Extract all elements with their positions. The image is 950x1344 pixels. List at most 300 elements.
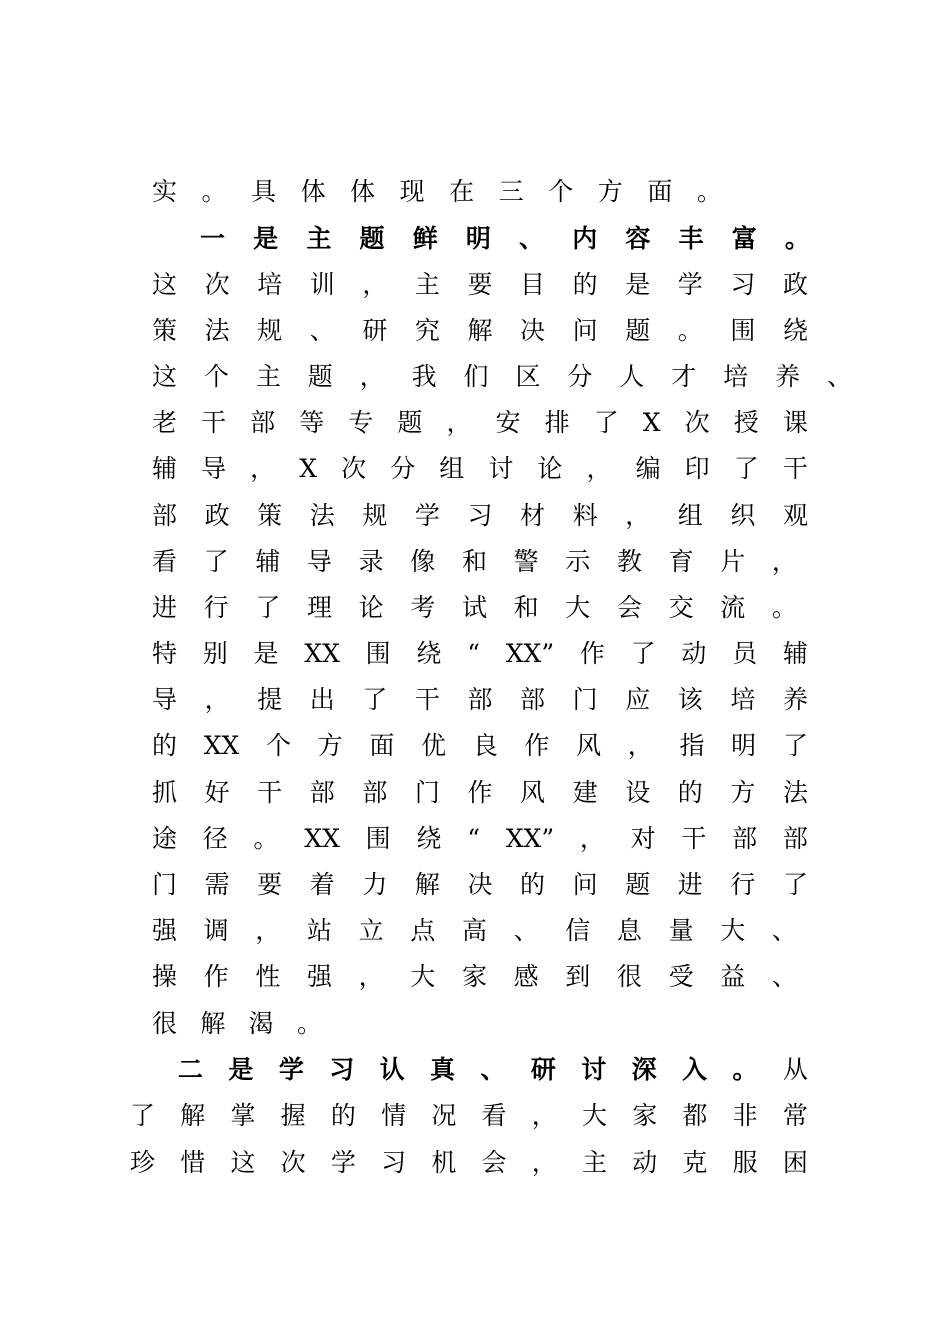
text-glyph: 问 [572, 870, 598, 899]
text-glyph: 入 [682, 1055, 708, 1084]
text-glyph: 导 [201, 454, 227, 483]
text-glyph: 组 [439, 454, 465, 483]
text-glyph: 作 [579, 639, 605, 668]
text-glyph: 方 [317, 731, 343, 760]
text-glyph: 培 [257, 270, 283, 299]
text-glyph: ， [771, 547, 797, 576]
text-glyph: 录 [358, 547, 384, 576]
text-glyph: 特 [152, 639, 178, 668]
text-glyph: 题 [625, 870, 651, 899]
text-glyph: 认 [379, 1055, 405, 1084]
text-line [152, 957, 797, 997]
text-glyph: 等 [299, 408, 325, 437]
text-glyph: 学 [677, 270, 703, 299]
text-glyph: ， [359, 362, 385, 391]
text-glyph: 学 [414, 501, 440, 530]
text-glyph: 次 [684, 408, 710, 437]
text-glyph: ， [358, 962, 384, 991]
text-glyph: 要 [257, 870, 283, 899]
text-glyph: 干 [414, 685, 440, 714]
text-glyph: 学 [330, 1148, 356, 1177]
text-glyph: 部 [782, 824, 808, 853]
text-glyph: 行 [203, 593, 229, 622]
text-glyph: 次 [341, 454, 367, 483]
text-glyph: 料 [572, 501, 598, 530]
text-glyph: 是 [253, 639, 279, 668]
text-line [152, 496, 808, 536]
text-glyph: 围 [365, 824, 391, 853]
text-glyph: 门 [414, 778, 440, 807]
text-glyph: 设 [625, 778, 651, 807]
text-glyph: 优 [421, 731, 447, 760]
text-line [152, 311, 808, 351]
text-glyph: ， [255, 916, 281, 945]
text-glyph: 动 [681, 639, 707, 668]
text-glyph: 考 [410, 593, 436, 622]
text-glyph: 决 [467, 870, 493, 899]
text-glyph: 量 [668, 916, 694, 945]
text-glyph: 风 [520, 778, 546, 807]
text-glyph: 对 [630, 824, 656, 853]
text-glyph: 困 [782, 1148, 808, 1177]
text-glyph: 益 [720, 962, 746, 991]
text-glyph: 围 [365, 639, 391, 668]
text-glyph: 面 [647, 177, 673, 206]
text-glyph: 出 [309, 685, 335, 714]
text-glyph: 题 [359, 224, 385, 253]
text-glyph: 情 [381, 1101, 407, 1130]
text-glyph: 到 [565, 962, 591, 991]
text-glyph: 这 [152, 362, 178, 391]
text-glyph: 握 [280, 1101, 306, 1130]
text-glyph: 了 [593, 408, 619, 437]
text-glyph: 。 [677, 316, 703, 345]
text-glyph: 现 [399, 177, 425, 206]
text-glyph: 是 [228, 1055, 254, 1084]
text-glyph: 机 [431, 1148, 457, 1177]
text-glyph: 。 [771, 593, 797, 622]
text-glyph: 辅 [255, 547, 281, 576]
text-line [152, 865, 808, 905]
text-glyph: 和 [513, 593, 539, 622]
text-glyph: 作 [203, 962, 229, 991]
text-glyph: 分 [390, 454, 416, 483]
text-glyph: 个 [548, 177, 574, 206]
text-glyph: 了 [255, 593, 281, 622]
text-glyph: 着 [309, 870, 335, 899]
text-glyph: 很 [616, 962, 642, 991]
text-glyph: 培 [723, 362, 749, 391]
text-glyph: 深 [631, 1055, 657, 1084]
text-glyph: 分 [567, 362, 593, 391]
text-glyph: 这 [230, 1148, 256, 1177]
text-glyph: ， [531, 1101, 557, 1130]
text-glyph: 是 [253, 224, 279, 253]
text-line [152, 588, 797, 628]
text-glyph: 惜 [180, 1148, 206, 1177]
text-glyph: 解 [414, 870, 440, 899]
text-glyph: 印 [684, 454, 710, 483]
text-glyph: 部 [732, 824, 758, 853]
text-glyph: 老 [152, 408, 178, 437]
text-glyph: 。 [784, 224, 810, 253]
text-glyph: “ [467, 824, 480, 853]
text-glyph: 强 [152, 916, 178, 945]
text-glyph: 家 [632, 1101, 658, 1130]
text-glyph: 题 [307, 362, 333, 391]
text-glyph: 三 [498, 177, 524, 206]
text-glyph: 养 [782, 685, 808, 714]
text-glyph: 服 [732, 1148, 758, 1177]
text-glyph: 材 [520, 501, 546, 530]
text-line [178, 1050, 808, 1090]
text-glyph: 。 [696, 177, 722, 206]
text-glyph: 动 [632, 1148, 658, 1177]
text-glyph: 训 [309, 270, 335, 299]
text-line [152, 265, 808, 305]
text-glyph: 立 [358, 916, 384, 945]
text-glyph: 是 [625, 270, 651, 299]
text-glyph: 门 [572, 685, 598, 714]
text-glyph: 习 [381, 1148, 407, 1177]
text-glyph: 警 [513, 547, 539, 576]
text-glyph: 决 [520, 316, 546, 345]
text-glyph: 力 [362, 870, 388, 899]
text-glyph: 示 [565, 547, 591, 576]
text-glyph: 部 [250, 408, 276, 437]
text-glyph: 个 [265, 731, 291, 760]
text-glyph: 授 [733, 408, 759, 437]
text-glyph: 常 [782, 1101, 808, 1130]
text-glyph: 次 [280, 1148, 306, 1177]
text-glyph: XX [203, 731, 240, 760]
text-glyph: 。 [201, 177, 227, 206]
text-glyph: 、 [480, 1055, 506, 1084]
text-glyph: 了 [733, 454, 759, 483]
text-glyph: 该 [677, 685, 703, 714]
text-line [152, 726, 808, 766]
text-glyph: 主 [414, 270, 440, 299]
text-glyph: 的 [572, 270, 598, 299]
text-line [152, 403, 808, 443]
text-glyph: XX” [505, 639, 555, 668]
text-glyph: 掌 [230, 1101, 256, 1130]
text-glyph: 调 [203, 916, 229, 945]
text-glyph: 性 [255, 962, 281, 991]
text-glyph: 专 [348, 408, 374, 437]
text-glyph: 解 [200, 1009, 226, 1038]
text-glyph: ， [446, 408, 472, 437]
text-glyph: 真 [430, 1055, 456, 1084]
text-glyph: 好 [204, 778, 230, 807]
text-glyph: 大 [581, 1101, 607, 1130]
text-glyph: 政 [782, 270, 808, 299]
text-glyph: 论 [358, 593, 384, 622]
text-glyph: 部 [362, 778, 388, 807]
text-glyph: 们 [463, 362, 489, 391]
text-glyph: 才 [671, 362, 697, 391]
text-glyph: 面 [369, 731, 395, 760]
text-glyph: 安 [495, 408, 521, 437]
text-glyph: 了 [362, 685, 388, 714]
text-glyph: 辅 [782, 639, 808, 668]
text-glyph: 行 [730, 870, 756, 899]
text-line [152, 634, 808, 674]
text-glyph: 了 [630, 639, 656, 668]
text-glyph: 家 [461, 962, 487, 991]
text-glyph: 实 [152, 177, 178, 206]
text-glyph: ， [579, 824, 605, 853]
text-glyph: 究 [414, 316, 440, 345]
text-glyph: 作 [467, 778, 493, 807]
text-glyph: 法 [782, 778, 808, 807]
text-glyph: 从 [782, 1055, 808, 1084]
text-glyph: 干 [782, 454, 808, 483]
text-glyph: 良 [472, 731, 498, 760]
text-glyph: 需 [204, 870, 230, 899]
text-line [152, 773, 808, 813]
text-glyph: 大 [565, 593, 591, 622]
text-glyph: 策 [257, 501, 283, 530]
text-glyph: 组 [677, 501, 703, 530]
text-glyph: 了 [782, 731, 808, 760]
text-glyph: 看 [481, 1101, 507, 1130]
text-glyph: 提 [257, 685, 283, 714]
text-glyph: 要 [467, 270, 493, 299]
text-glyph: 。 [253, 824, 279, 853]
text-glyph: 策 [152, 316, 178, 345]
text-glyph: 感 [513, 962, 539, 991]
text-glyph: 进 [152, 593, 178, 622]
text-glyph: 主 [306, 224, 332, 253]
text-glyph: 的 [330, 1101, 356, 1130]
text-glyph: 干 [257, 778, 283, 807]
text-glyph: 了 [782, 870, 808, 899]
text-glyph: 绕 [416, 824, 442, 853]
text-glyph: 试 [461, 593, 487, 622]
text-glyph: 建 [572, 778, 598, 807]
text-glyph: 养 [775, 362, 801, 391]
text-glyph: 具 [251, 177, 277, 206]
text-glyph: 研 [530, 1055, 556, 1084]
text-line [152, 680, 808, 720]
text-glyph: 受 [668, 962, 694, 991]
text-glyph: 富 [731, 224, 757, 253]
text-glyph: 干 [681, 824, 707, 853]
text-glyph: 点 [410, 916, 436, 945]
text-glyph: 二 [178, 1055, 204, 1084]
text-glyph: 规 [257, 316, 283, 345]
text-glyph: ， [586, 454, 612, 483]
text-glyph: X [299, 454, 318, 483]
text-glyph: 解 [467, 316, 493, 345]
text-glyph: 围 [730, 316, 756, 345]
text-glyph: 区 [515, 362, 541, 391]
text-glyph: 、 [771, 962, 797, 991]
text-glyph: 主 [581, 1148, 607, 1177]
text-glyph: 、 [519, 224, 545, 253]
text-glyph: 一 [200, 224, 226, 253]
text-glyph: 径 [202, 824, 228, 853]
text-glyph: 内 [572, 224, 598, 253]
text-line [152, 911, 797, 951]
text-glyph: 高 [461, 916, 487, 945]
text-glyph: 绕 [782, 316, 808, 345]
text-glyph: 导 [306, 547, 332, 576]
text-glyph: 这 [152, 270, 178, 299]
text-glyph: XX” [505, 824, 555, 853]
text-glyph: 。 [296, 1009, 322, 1038]
text-glyph: 强 [306, 962, 332, 991]
text-glyph: 的 [677, 778, 703, 807]
text-glyph: 课 [782, 408, 808, 437]
text-glyph: 导 [152, 685, 178, 714]
text-line [152, 1004, 322, 1044]
text-glyph: 况 [431, 1101, 457, 1130]
text-glyph: 站 [306, 916, 332, 945]
text-glyph: 像 [410, 547, 436, 576]
text-line [130, 1143, 808, 1183]
text-line [152, 449, 808, 489]
text-glyph: ， [362, 270, 388, 299]
text-glyph: 明 [731, 731, 757, 760]
text-glyph: 息 [616, 916, 642, 945]
text-glyph: 大 [720, 916, 746, 945]
text-glyph: X [642, 408, 661, 437]
text-glyph: 论 [537, 454, 563, 483]
text-glyph: 育 [668, 547, 694, 576]
text-glyph: 讨 [581, 1055, 607, 1084]
text-glyph: 主 [255, 362, 281, 391]
text-glyph: 应 [625, 685, 651, 714]
text-glyph: 法 [204, 316, 230, 345]
text-glyph: 习 [467, 501, 493, 530]
text-glyph: 、 [826, 362, 852, 391]
text-glyph: 途 [152, 824, 178, 853]
text-glyph: 大 [410, 962, 436, 991]
text-glyph: 问 [572, 316, 598, 345]
text-glyph: 织 [730, 501, 756, 530]
text-glyph: 渴 [248, 1009, 274, 1038]
text-line [130, 1096, 808, 1136]
text-glyph: 流 [720, 593, 746, 622]
text-glyph: 了 [130, 1101, 156, 1130]
text-glyph: 了 [203, 547, 229, 576]
text-glyph: 研 [362, 316, 388, 345]
text-glyph: 绕 [416, 639, 442, 668]
text-glyph: XX [304, 639, 340, 668]
text-glyph: 我 [411, 362, 437, 391]
text-glyph: 、 [513, 916, 539, 945]
text-glyph: 个 [203, 362, 229, 391]
text-glyph: 作 [524, 731, 550, 760]
text-glyph: 法 [309, 501, 335, 530]
text-glyph: 很 [152, 1009, 178, 1038]
text-glyph: 进 [677, 870, 703, 899]
text-glyph: ， [625, 501, 651, 530]
text-glyph: 目 [520, 270, 546, 299]
text-glyph: 理 [306, 593, 332, 622]
text-glyph: 习 [329, 1055, 355, 1084]
text-glyph: 部 [152, 501, 178, 530]
text-glyph: 风 [576, 731, 602, 760]
text-glyph: 培 [730, 685, 756, 714]
text-glyph: ， [627, 731, 653, 760]
text-line [152, 819, 808, 859]
text-line [152, 172, 722, 212]
text-glyph: 和 [461, 547, 487, 576]
text-glyph: ， [204, 685, 230, 714]
text-glyph: 的 [520, 870, 546, 899]
text-glyph: 政 [204, 501, 230, 530]
text-glyph: 学 [278, 1055, 304, 1084]
text-glyph: 、 [771, 916, 797, 945]
text-glyph: 看 [152, 547, 178, 576]
text-glyph: 次 [204, 270, 230, 299]
text-glyph: 的 [152, 731, 178, 760]
text-line [152, 542, 797, 582]
text-glyph: 编 [635, 454, 661, 483]
text-glyph: 非 [732, 1101, 758, 1130]
text-glyph: XX [304, 824, 340, 853]
text-glyph: 丰 [678, 224, 704, 253]
text-glyph: 方 [730, 778, 756, 807]
text-glyph: “ [467, 639, 480, 668]
text-glyph: 体 [350, 177, 376, 206]
text-glyph: 规 [362, 501, 388, 530]
text-glyph: 信 [565, 916, 591, 945]
text-glyph: 鲜 [412, 224, 438, 253]
text-glyph: 片 [720, 547, 746, 576]
text-glyph: 珍 [130, 1148, 156, 1177]
text-glyph: 。 [732, 1055, 758, 1084]
text-glyph: 门 [152, 870, 178, 899]
text-glyph: 部 [309, 778, 335, 807]
text-glyph: 部 [467, 685, 493, 714]
text-glyph: 教 [616, 547, 642, 576]
text-glyph: 干 [201, 408, 227, 437]
text-glyph: ， [531, 1148, 557, 1177]
text-glyph: 容 [625, 224, 651, 253]
text-glyph: 排 [544, 408, 570, 437]
text-glyph: 明 [465, 224, 491, 253]
text-glyph: 习 [730, 270, 756, 299]
text-glyph: 观 [782, 501, 808, 530]
text-glyph: 交 [668, 593, 694, 622]
text-glyph: 体 [300, 177, 326, 206]
text-glyph: 解 [180, 1101, 206, 1130]
text-glyph: 方 [597, 177, 623, 206]
text-line [152, 357, 852, 397]
text-glyph: ， [250, 454, 276, 483]
text-glyph: 、 [309, 316, 335, 345]
text-line [200, 219, 810, 259]
text-glyph: 人 [619, 362, 645, 391]
text-glyph: 指 [679, 731, 705, 760]
text-glyph: 会 [616, 593, 642, 622]
text-glyph: 克 [682, 1148, 708, 1177]
text-glyph: 部 [520, 685, 546, 714]
text-glyph: 会 [481, 1148, 507, 1177]
text-glyph: 都 [682, 1101, 708, 1130]
text-glyph: 员 [732, 639, 758, 668]
text-glyph: 讨 [488, 454, 514, 483]
text-glyph: 抓 [152, 778, 178, 807]
text-glyph: 在 [449, 177, 475, 206]
text-glyph: 题 [625, 316, 651, 345]
text-glyph: 辅 [152, 454, 178, 483]
text-glyph: 别 [202, 639, 228, 668]
